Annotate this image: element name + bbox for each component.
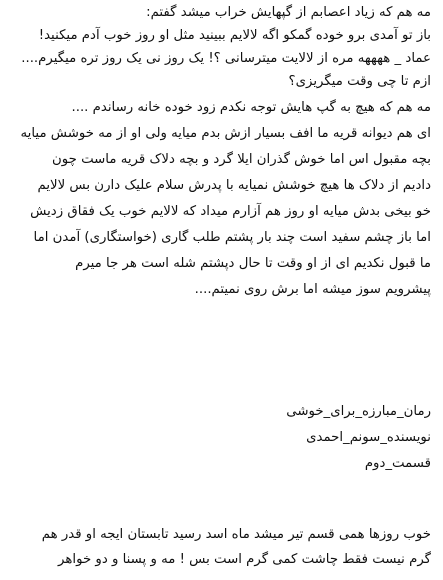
- part-hashtag: قسمت_دوم: [364, 456, 431, 471]
- text-line: باز تو آمدی برو خوده گمکو اگه لالایم ببینید مثل او روز خوب آدم میکنید!: [38, 28, 431, 43]
- text-line: مه هم که زیاد اعصابم از گپهایش خراب میشد گفتم:: [146, 5, 431, 20]
- text-line: ای هم دیوانه قریه ما افف بسیار ازش بدم میایه ولی او از مه خوشش میایه: [20, 126, 431, 141]
- text-line: مه هم که هیچ به گپ هایش توجه نکدم زود خوده خانه رساندم ....: [71, 100, 431, 115]
- text-line: گرم نیست فقط چاشت کمی گرم است بس ! مه و پسنا و دو خواهر: [58, 552, 431, 567]
- text-line: دادیم از دلاک ها هیچ خوشش نمیایه با پدرش سلام علیک دارن بس لالایم: [37, 178, 431, 193]
- author-hashtag: نویسنده_سونم_احمدی: [306, 430, 431, 445]
- story-title-hashtag: رمان_مبارزه_برای_خوشی: [286, 404, 431, 419]
- text-line: پیشرویم سوز میشه اما برش روی نمیتم....: [194, 282, 431, 297]
- text-line: خوب روزها همی قسم تیر میشد ماه اسد رسید تابستان ایجه او قدر هم: [41, 527, 431, 542]
- text-line: خو بیخی بدش میایه او روز هم آزارم میداد که لالایم خوب یک فقاق زدیش: [30, 204, 431, 219]
- text-line: اما باز چشم سفید است چند بار پشتم طلب گاری (خواستگاری) آمدن اما: [33, 230, 431, 245]
- text-line: ما قبول نکدیم ای از او وقت تا حال دپشتم شله است هر جا میرم: [75, 256, 431, 271]
- text-line: عماد _ ههههه مره از لالایت میترسانی ؟! یک روز نی یک روز تره میگیرم....: [21, 51, 431, 66]
- text-line: بچه مقبول اس اما خوش گذران ایلا گرد و بچه دلاک قریه ماست چون: [52, 152, 431, 167]
- text-line: ازم تا چی وقت میگریزی؟: [288, 74, 431, 89]
